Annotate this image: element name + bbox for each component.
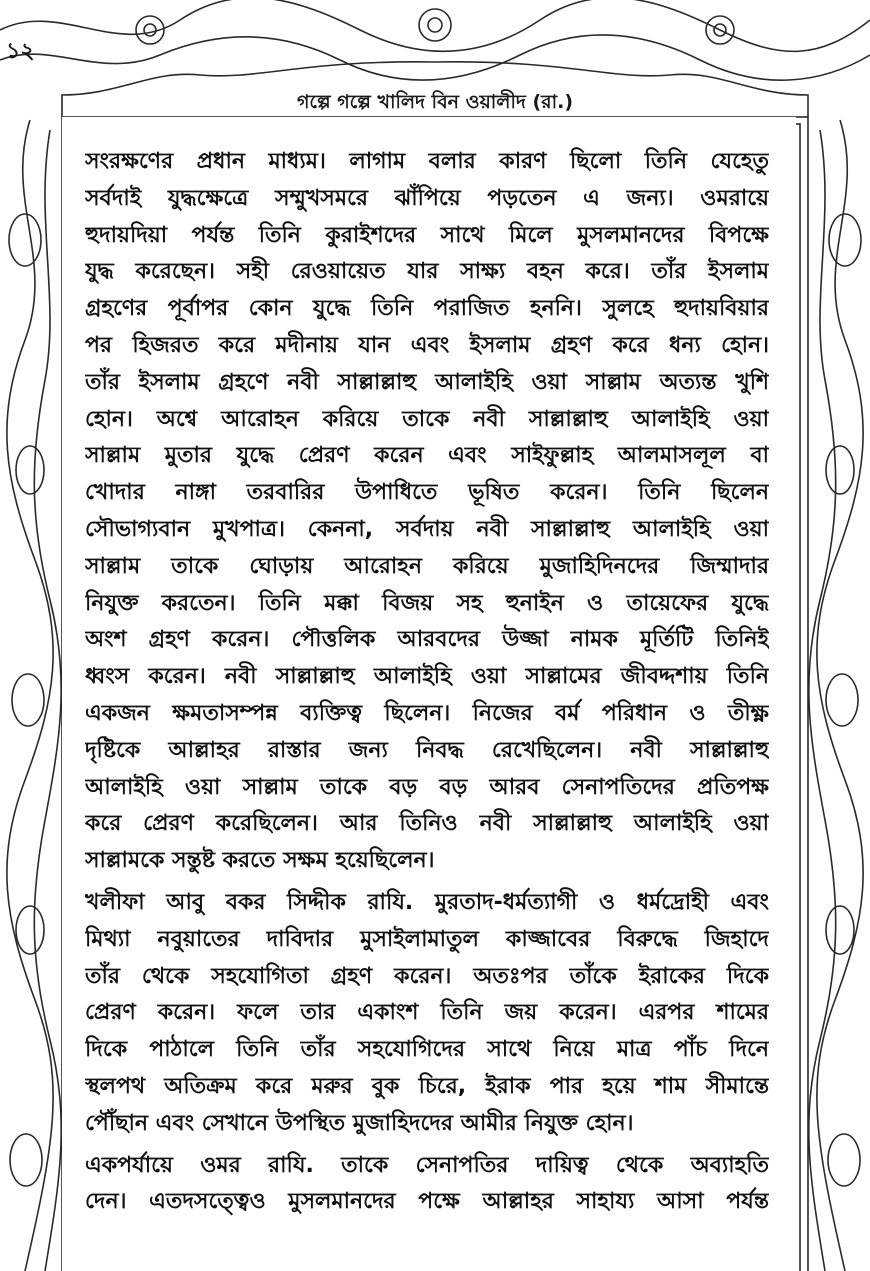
text-line: দেন। এতদসত্ত্বেও মুসলমানদের পক্ষে আল্লাহর সাহায্য আসা পর্যন্ত	[85, 1189, 769, 1215]
text-line: সাল্লামকে সন্তুষ্ট করতে সক্ষম হয়েছিলেন।	[85, 848, 435, 874]
text-line: সাল্লাম তাকে ঘোড়ায় আরোহন করিয়ে মুজাহিদিনদের জিম্মাদার	[85, 553, 769, 579]
text-line: খোদার নাঙ্গা তরবারির উপাধিতে ভূষিত করেন। তিনি ছিলেন	[85, 480, 769, 506]
text-line: একপর্যায়ে ওমর রাযি. তাকে সেনাপতির দায়িত্ব থেকে অব্যাহতি	[85, 1152, 769, 1178]
text-line: অংশ গ্রহণ করেন। পৌত্তলিক আরবদের উজ্জা নামক মূর্তিটি তিনিই	[85, 627, 769, 653]
paragraph	[85, 144, 769, 880]
text-line: তাঁর ইসলাম গ্রহণে নবী সাল্লাল্লাহু আলাইহি ওয়া সাল্লাম অত্যন্ত খুশি	[85, 369, 769, 395]
text-line: তাঁর থেকে সহযোগিতা গ্রহণ করেন। অতঃপর তাঁকে ইরাকের দিকে	[85, 963, 769, 989]
body-text	[85, 144, 769, 1221]
text-line: দৃষ্টিকে আল্লাহর রাস্তার জন্য নিবদ্ধ রেখেছিলেন। নবী সাল্লাল্লাহু	[85, 737, 769, 763]
text-line: আলাইহি ওয়া সাল্লাম তাকে বড় বড় আরব সেনাপতিদের প্রতিপক্ষ	[85, 774, 769, 800]
paragraph	[85, 1148, 769, 1222]
text-line: দিকে পাঠালে তিনি তাঁর সহযোগিদের সাথে নিয়ে মাত্র পাঁচ দিনে	[85, 1037, 769, 1063]
text-line: করে প্রেরণ করেছিলেন। আর তিনিও নবী সাল্লাল্লাহু আলাইহি ওয়া	[85, 811, 769, 837]
text-line: হুদায়দিয়া পর্যন্ত তিনি কুরাইশদের সাথে মিলে মুসলমানদের বিপক্ষে	[85, 222, 769, 248]
text-line: সাল্লাম মুতার যুদ্ধে প্রেরণ করেন এবং সাইফুল্লাহ আলমাসলূল বা	[85, 443, 769, 469]
running-header: গল্পে গল্পে খালিদ বিন ওয়ালীদ (রা.)	[296, 91, 574, 113]
text-line: পৌঁছান এবং সেখানে উপস্থিত মুজাহিদদের আমীর নিযুক্ত হোন।	[85, 1110, 634, 1136]
text-line: হোন। অশ্বে আরোহন করিয়ে তাকে নবী সাল্লাল্লাহু আলাইহি ওয়া	[85, 406, 769, 432]
text-line: পর হিজরত করে মদীনায় যান এবং ইসলাম গ্রহণ করে ধন্য হোন।	[85, 332, 769, 358]
text-line: গ্রহণের পূর্বাপর কোন যুদ্ধে তিনি পরাজিত হননি। সুলহে হুদায়বিয়ার	[85, 296, 769, 322]
text-line: স্থলপথ অতিক্রম করে মরুর বুক চিরে, ইরাক পার হয়ে শাম সীমান্তে	[85, 1073, 769, 1099]
page-number: ১২	[6, 39, 35, 64]
text-line: মিথ্যা নবুয়াতের দাবিদার মুসাইলামাতুল কাজ্জাবের বিরুদ্ধে জিহাদে	[85, 926, 769, 952]
text-line: সৌভাগ্যবান মুখপাত্র। কেননা, সর্বদায় নবী সাল্লাল্লাহু আলাইহি ওয়া	[85, 516, 769, 542]
text-line: ধ্বংস করেন। নবী সাল্লাল্লাহু আলাইহি ওয়া সাল্লামের জীবদ্দশায় তিনি	[85, 664, 769, 690]
paragraph	[85, 885, 769, 1143]
text-line: সংরক্ষণের প্রধান মাধ্যম। লাগাম বলার কারণ ছিলো তিনি যেহেতু	[85, 149, 769, 174]
text-line: প্রেরণ করেন। ফলে তার একাংশ তিনি জয় করেন। এরপর শামের	[85, 1000, 769, 1026]
text-line: যুদ্ধ করেছেন। সহী রেওয়ায়েত যার সাক্ষ্য বহন করে। তাঁর ইসলাম	[85, 259, 769, 285]
text-line: একজন ক্ষমতাসম্পন্ন ব্যক্তিত্ব ছিলেন। নিজের বর্ম পরিধান ও তীক্ষ্ণ	[85, 700, 769, 726]
text-line: খলীফা আবু বকর সিদ্দীক রাযি. মুরতাদ-ধর্মত্যাগী ও ধর্মদ্রোহী এবং	[85, 889, 769, 915]
text-line: সর্বদাই যুদ্ধক্ষেত্রে সম্মুখসমরে ঝাঁপিয়ে পড়তেন এ জন্য। ওমরায়ে	[85, 185, 769, 211]
text-line: নিযুক্ত করতেন। তিনি মক্কা বিজয় সহ হুনাইন ও তায়েফের যুদ্ধে	[85, 590, 769, 616]
